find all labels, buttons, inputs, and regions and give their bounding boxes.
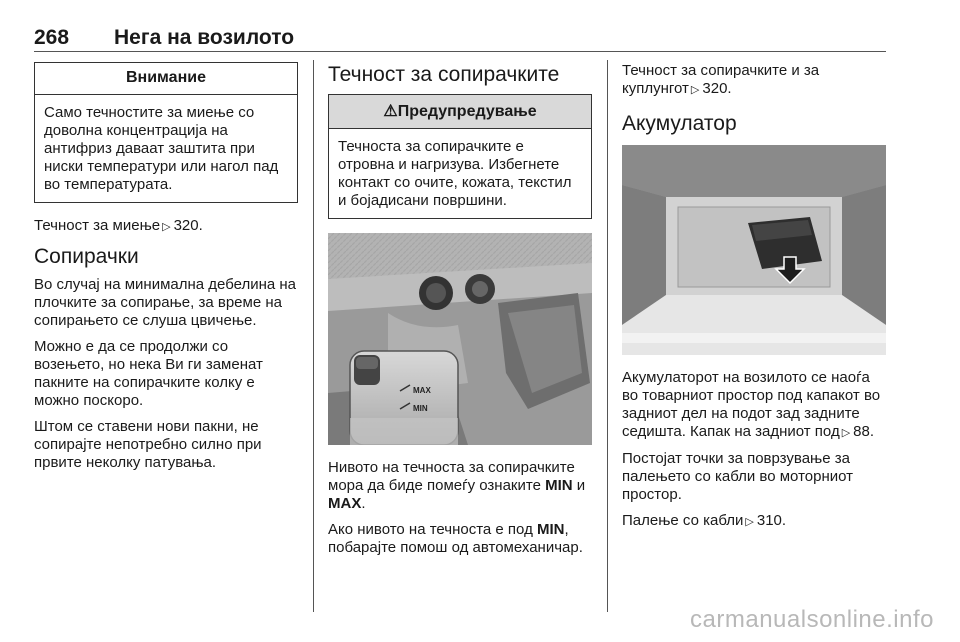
column-3 bbox=[622, 62, 886, 539]
column-1 bbox=[34, 62, 298, 480]
ref-link[interactable]: 310. bbox=[756, 512, 787, 529]
ref-link[interactable]: 320. bbox=[702, 80, 732, 97]
brake-fluid-heading: Течност за сопирачките bbox=[328, 63, 560, 86]
column-2 bbox=[328, 62, 592, 565]
brakes-paragraph-3: Штом се ставени нови пакни, не сопирајте непотребно силно при првите неколку патувања. bbox=[34, 418, 262, 471]
header-rule bbox=[34, 51, 886, 52]
ref-arrow-icon bbox=[160, 217, 173, 234]
battery-paragraph-3: Палење со кабли▷ 310. bbox=[622, 512, 886, 531]
figure-max-label: MAX bbox=[413, 386, 431, 395]
battery-paragraph-1: Акумулаторот на возилото се наоѓа во товарниот простор под капакот во задниот дел на подот зад задните седишта. Капак на задниот под▷ 88. bbox=[622, 369, 886, 442]
ref-arrow-icon bbox=[743, 512, 756, 529]
caution-text: Течноста за сопирачките е отровна и нагризува. Избегнете контакт со очите, кожата, текстил и бојадисани површини. bbox=[338, 138, 572, 209]
figure-min-label: MIN bbox=[413, 404, 428, 413]
ref-clutch-fluid: Течност за сопирачките и за куплунгот▷ 320. bbox=[622, 62, 886, 99]
ref-link[interactable]: 88. bbox=[853, 423, 875, 440]
ref-link[interactable]: 320. bbox=[173, 217, 203, 234]
ref-washer-fluid: Течност за миење▷ 320. bbox=[34, 217, 298, 236]
brake-fluid-paragraph-1: Нивото на течноста за сопирачките мора да биде помеѓу ознаките MIN и MAX. bbox=[328, 459, 586, 512]
watermark: carmanualsonline.info bbox=[690, 606, 934, 633]
warning-box bbox=[34, 62, 298, 203]
battery-paragraph-2: Постојат точки за поврзување за палењето со кабли во моторниот простор. bbox=[622, 450, 853, 503]
warning-text: Само течностите за миење со доволна концентрација на антифриз даваат заштита при ниски температури или нагол пад во температурата. bbox=[44, 104, 279, 193]
brakes-paragraph-1: Во случај на минимална дебелина на плочките за сопирање, за време на сопирањето се слуша цвичење. bbox=[34, 276, 297, 329]
brakes-paragraph-2: Можно е да се продолжи со возењето, но нека Ви ги заменат пакните на сопирачките колку е можно поскоро. bbox=[34, 338, 263, 409]
page-title: Нега на возилото bbox=[114, 26, 295, 49]
caution-title-bar: ⚠Предупредување bbox=[329, 95, 591, 129]
column-divider-2 bbox=[607, 60, 608, 612]
brake-fluid-paragraph-2: Ако нивото на течноста е под MIN, побарајте помош од автомеханичар. bbox=[328, 521, 583, 556]
warning-triangle-icon: ⚠ bbox=[383, 103, 398, 120]
caution-box bbox=[328, 94, 592, 219]
battery-heading: Акумулатор bbox=[622, 112, 737, 135]
page-number: 268 bbox=[34, 26, 70, 49]
column-divider-1 bbox=[313, 60, 314, 612]
ref-arrow-icon bbox=[840, 423, 853, 440]
ref-arrow-icon bbox=[689, 80, 702, 97]
brake-fluid-reservoir-image bbox=[328, 233, 592, 445]
brakes-heading: Сопирачки bbox=[34, 245, 139, 268]
battery-location-image bbox=[622, 145, 886, 355]
warning-title: Внимание bbox=[35, 63, 297, 95]
page-header bbox=[34, 26, 886, 52]
